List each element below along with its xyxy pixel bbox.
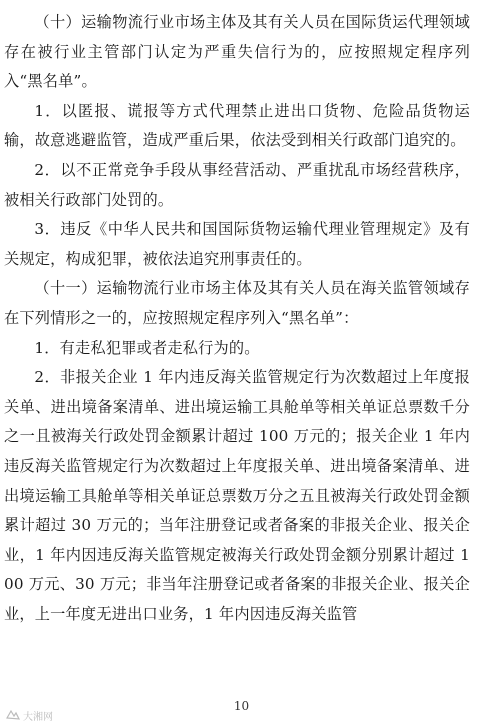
page-number: 10	[233, 699, 250, 713]
paragraph-sub-item-1: 1．以匿报、谎报等方式代理禁止进出口货物、危险品货物运输，故意逃避监管，造成严重后果，依法受到相关行政部门追究的。	[4, 101, 470, 150]
watermark	[6, 708, 53, 722]
watermark-logo-icon	[6, 709, 20, 721]
paragraph-sub-item-2: 2．非报关企业 1 年内违反海关监管规定行为次数超过上年度报关单、进出境备案清单、进出境运输工具舱单等相关单证总票数千分之一且被海关行政处罚金额累计超过 100 万元的；报关企业 1 年内违反海关监管规定行为次数超过上年度报关单、进出境备案清单、进出境运输工具舱单等相关单证总票数万分之五且被海关行政处罚金额累计超过 30 万元的；当年注册登记或者备案的非报关企业、报关企业，1 年内因违反海关监管规定被海关行政处罚金额分别累计超过 100 万元、30 万元；非当年注册登记或者备案的非报关企业、报关企业，上一年度无进出口业务，1 年内因违反海关监管	[4, 368, 470, 623]
paragraph-sub-item-1: 1．有走私犯罪或者走私行为的。	[34, 338, 260, 357]
document-body	[4, 8, 470, 629]
watermark-text: 大湘网	[23, 711, 53, 723]
paragraph-item-11: （十一）运输物流行业市场主体及其有关人员在海关监管领域存在下列情形之一的，应按照规定程序列入“黑名单”：	[4, 279, 470, 327]
paragraph-sub-item-2: 2．以不正常竞争手段从事经营活动、严重扰乱市场经营秩序，被相关行政部门处罚的。	[4, 160, 470, 209]
paragraph-sub-item-3: 3．违反《中华人民共和国国际货物运输代理业管理规定》及有关规定，构成犯罪，被依法追究刑事责任的。	[4, 220, 470, 268]
paragraph-item-10: （十）运输物流行业市场主体及其有关人员在国际货运代理领域存在被行业主管部门认定为严重失信行为的，应按照规定程序列入“黑名单”。	[4, 13, 470, 91]
